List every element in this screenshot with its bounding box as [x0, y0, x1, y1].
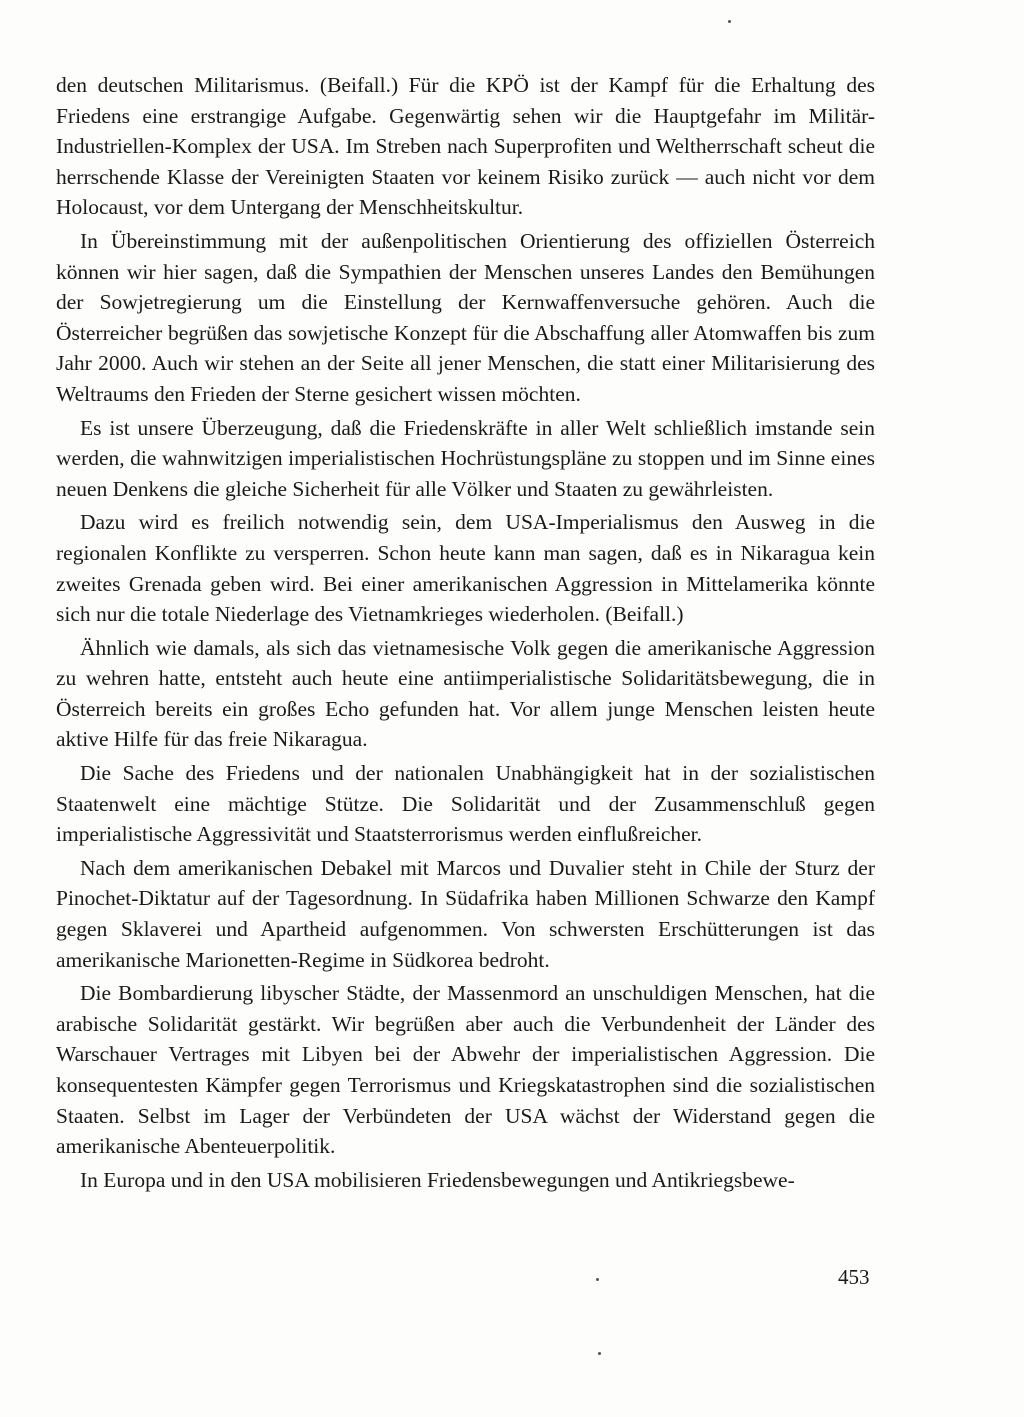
page-number: 453: [838, 1265, 870, 1289]
scan-speck: [596, 1278, 599, 1281]
paragraph: Es ist unsere Überzeugung, daß die Friedenskräfte in aller Welt schließlich imstande sein werden, die wahnwitzigen imperialistischen Hochrüstungspläne zu stoppen und im Sinne eines neuen Denkens die gleiche Sicherheit für alle Völker und Staaten zu gewährleisten.: [56, 415, 875, 501]
scan-speck: [728, 20, 731, 23]
body-text: [56, 70, 875, 1198]
paragraph: den deutschen Militarismus. (Beifall.) Für die KPÖ ist der Kampf für die Erhaltung des Friedens eine erstrangige Aufgabe. Gegenwärtig sehen wir die Hauptgefahr im Militär-Industriellen-Komplex der USA. Im Streben nach Superprofiten und Weltherrschaft scheut die herrschende Klasse der Vereinigten Staaten vor keinem Risiko zurück — auch nicht vor dem Holocaust, vor dem Untergang der Menschheitskultur.: [56, 73, 875, 220]
paragraph: In Europa und in den USA mobilisieren Friedensbewegungen und Antikriegsbewe-: [80, 1167, 795, 1192]
paragraph: Dazu wird es freilich notwendig sein, dem USA-Imperialismus den Ausweg in die regionalen Konflikte zu versperren. Schon heute kann man sagen, daß es in Nikaragua kein zweites Grenada geben wird. Bei einer amerikanischen Aggression in Mittelamerika könnte sich nur die totale Niederlage des Vietnamkrieges wiederholen. (Beifall.): [56, 510, 875, 627]
paragraph: Die Bombardierung libyscher Städte, der Massenmord an unschuldigen Menschen, hat die arabische Solidarität gestärkt. Wir begrüßen aber auch die Verbundenheit der Länder des Warschauer Vertrages mit Libyen bei der Abwehr der imperialistischen Aggression. Die konsequentesten Kämpfer gegen Terrorismus und Kriegskatastrophen sind die sozialistischen Staaten. Selbst im Lager der Verbündeten der USA wächst der Widerstand gegen die amerikanische Abenteuerpolitik.: [56, 981, 875, 1159]
paragraph: Die Sache des Friedens und der nationalen Unabhängigkeit hat in der sozialistischen Staatenwelt eine mächtige Stütze. Die Solidarität und der Zusammenschluß gegen imperialistische Aggressivität und Staatsterrorismus werden einflußreicher.: [56, 761, 875, 847]
paragraph: In Übereinstimmung mit der außenpolitischen Orientierung des offiziellen Österreich können wir hier sagen, daß die Sympathien der Menschen unseres Landes den Bemühungen der Sowjetregierung um die Einstellung der Kernwaffenversuche gehören. Auch die Österreicher begrüßen das sowjetische Konzept für die Abschaffung aller Atomwaffen bis zum Jahr 2000. Auch wir stehen an der Seite all jener Menschen, die statt einer Militarisierung des Weltraums den Frieden der Sterne gesichert wissen möchten.: [56, 228, 875, 406]
paragraph: Nach dem amerikanischen Debakel mit Marcos und Duvalier steht in Chile der Sturz der Pinochet-Diktatur auf der Tagesordnung. In Südafrika haben Millionen Schwarze den Kampf gegen Sklaverei und Apartheid aufgenommen. Von schwersten Erschütterungen ist das amerikanische Marionetten-Regime in Südkorea bedroht.: [56, 855, 875, 972]
scan-speck: [598, 1352, 601, 1355]
paragraph: Ähnlich wie damals, als sich das vietnamesische Volk gegen die amerikanische Aggression zu wehren hatte, entsteht auch heute eine antiimperialistische Solidaritätsbewegung, die in Österreich bereits ein großes Echo gefunden hat. Vor allem junge Menschen leisten heute aktive Hilfe für das freie Nikaragua.: [56, 635, 875, 752]
